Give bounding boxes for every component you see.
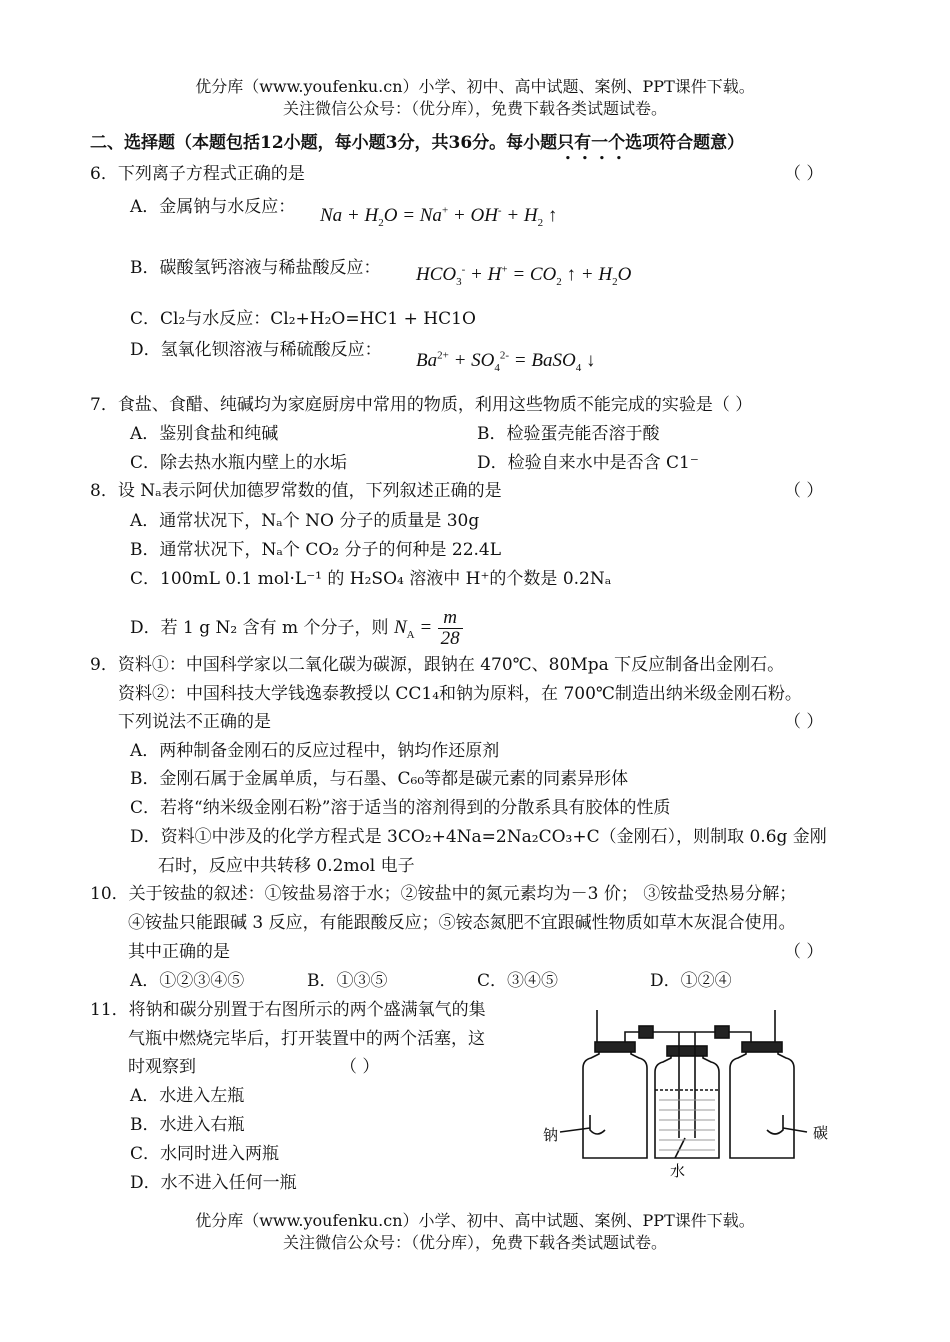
water-label: 水 [670, 1162, 686, 1180]
fraction-numerator: m [438, 608, 463, 629]
carbon-label: 碳 [813, 1124, 829, 1142]
q9-option-d-line-2: 石时，反应中共转移 0.2mol 电子 [158, 856, 415, 876]
emph-char: 一 [591, 133, 609, 153]
q11-option-d: D．水不进入任何一瓶 [130, 1173, 297, 1193]
q9-option-a: A．两种制备金刚石的反应过程中，钠均作还原剂 [130, 741, 500, 761]
left-valve [639, 1026, 653, 1038]
q8-option-d [130, 608, 463, 649]
q9-option-c: C．若将“纳米级金刚石粉”溶于适当的溶剂得到的分散系具有胶体的性质 [130, 798, 671, 818]
emph-char: 个 [608, 133, 626, 153]
q11-line-1: 11．将钠和碳分别置于右图所示的两个盛满氧气的集 [90, 1000, 486, 1020]
left-outlet-tube [625, 1032, 695, 1042]
right-bottle [730, 1046, 794, 1158]
emph-char: 只 [557, 133, 575, 153]
q10-option-d: D．①②④ [650, 971, 732, 991]
q9-line-1: 9．资料①：中国科学家以二氧化碳为碳源，跟钠在 470℃、80Mpa 下反应制备出金刚石。 [90, 655, 785, 675]
right-valve [715, 1026, 729, 1038]
q6-option-b: B．碳酸氢钙溶液与稀盐酸反应： [130, 258, 381, 278]
header-line-2: 关注微信公众号：（优分库），免费下载各类试题试卷。 [282, 99, 667, 118]
q9-option-d-line-1: D．资料①中涉及的化学方程式是 3CO₂+4Na=2Na₂CO₃+C（金刚石），则制取 0.6g 金刚 [130, 827, 827, 847]
right-stopper [742, 1042, 782, 1052]
q7-option-c: C．除去热水瓶内壁上的水垢 [130, 453, 348, 473]
q6-option-d: D．氢氧化钡溶液与稀硫酸反应： [130, 340, 382, 360]
left-spoon [590, 1115, 605, 1134]
q7-option-d: D．检验自来水中是否含 C1⁻ [477, 453, 699, 473]
q10-option-c: C．③④⑤ [477, 971, 559, 991]
carbon-label-line [783, 1128, 807, 1132]
section-title [90, 132, 744, 154]
q9-answer-paren[interactable]: （ ） [784, 712, 824, 732]
left-bottle [583, 1046, 647, 1158]
section-title-post: 选项符合题意） [625, 133, 745, 153]
left-stopper [595, 1042, 635, 1052]
q10-option-a: A．①②③④⑤ [130, 971, 245, 991]
q11-option-b: B．水进入右瓶 [130, 1115, 245, 1135]
q10-line-3: 其中正确的是 [128, 942, 230, 962]
q7-stem: 7．食盐、食醋、纯碱均为家庭厨房中常用的物质，利用这些物质不能完成的实验是（ ） [90, 395, 753, 415]
header-line-1: 优分库（www.youfenku.cn）小学、初中、高中试题、案例、PPT课件下载。 [195, 77, 755, 96]
q9-line-3: 下列说法不正确的是 [118, 712, 271, 732]
q8-fraction [438, 608, 463, 649]
q7-option-b: B．检验蛋壳能否溶于酸 [477, 424, 660, 444]
q8-option-b: B．通常状况下，Nₐ个 CO₂ 分子的何种是 22.4L [130, 540, 502, 560]
q10-answer-paren[interactable]: （ ） [784, 942, 824, 962]
q9-option-b: B．金刚石属于金属单质，与石墨、C₆₀等都是碳元素的同素异形体 [130, 769, 629, 789]
sodium-label-line [560, 1128, 590, 1132]
q10-line-1: 10．关于铵盐的叙述：①铵盐易溶于水；②铵盐中的氮元素均为－3 价； ③铵盐受热易分解； [90, 884, 797, 904]
q11-answer-paren[interactable]: （ ） [340, 1057, 380, 1077]
footer-line-1: 优分库（www.youfenku.cn）小学、初中、高中试题、案例、PPT课件下载。 [195, 1211, 755, 1230]
q11-option-c: C．水同时进入两瓶 [130, 1144, 280, 1164]
q7-option-a: A．鉴别食盐和纯碱 [130, 424, 279, 444]
middle-bottle [655, 1050, 719, 1158]
q8-option-a: A．通常状况下，Nₐ个 NO 分子的质量是 30g [130, 511, 480, 531]
q8-stem: 8．设 Nₐ表示阿伏加德罗常数的值，下列叙述正确的是 [90, 481, 502, 501]
fraction-denominator: 28 [440, 628, 460, 649]
water-label-line [675, 1138, 685, 1158]
footer-line-2: 关注微信公众号：（优分库），免费下载各类试题试卷。 [282, 1233, 667, 1252]
q8-option-c: C．100mL 0.1 mol·L⁻¹ 的 H₂SO₄ 溶液中 H⁺的个数是 0.2Nₐ [130, 569, 612, 589]
q11-line-2: 气瓶中燃烧完毕后，打开装置中的两个活塞，这 [128, 1029, 485, 1049]
section-title-pre: 二、选择题（本题包括12小题，每小题3分，共36分。每小题 [90, 133, 558, 153]
q11-line-3: 时观察到 [128, 1057, 196, 1077]
q6-option-a: A．金属钠与水反应： [130, 197, 296, 217]
q6-equation-d: $Ba^{2+} + SO_4^{2-}$ = BaSO$_4$ ↓ [416, 349, 596, 374]
q8-na-symbol: $N_A$ = [393, 617, 433, 641]
right-spoon [767, 1115, 783, 1134]
q6-equation-a: $Na + H_2O = Na^+ + OH^- + H_2$ ↑ [320, 204, 558, 229]
sodium-label: 钠 [543, 1126, 559, 1144]
q6-stem: 6．下列离子方程式正确的是 [90, 164, 305, 184]
q6-option-c: C．Cl₂与水反应：Cl₂+H₂O=HC1 + HC1O [130, 309, 476, 329]
middle-stopper [667, 1046, 707, 1056]
q6-equation-b: $HCO_3^- + H^+ = CO_2$ ↑ + $H_2O$ [416, 263, 632, 288]
q8-option-d-text: D．若 1 g N₂ 含有 m 个分子，则 [130, 618, 389, 638]
q11-option-a: A．水进入左瓶 [130, 1086, 245, 1106]
q10-line-2: ④铵盐只能跟碱 3 反应，有能跟酸反应；⑤铵态氮肥不宜跟碱性物质如草木灰混合使用。 [128, 913, 796, 933]
q8-answer-paren[interactable]: （ ） [784, 481, 824, 501]
q6-answer-paren[interactable]: （ ） [784, 164, 824, 184]
q10-option-b: B．①③⑤ [307, 971, 388, 991]
q9-line-2: 资料②：中国科技大学钱逸泰教授以 CC1₄和钠为原料，在 700℃制造出纳米级金刚石粉。 [118, 684, 802, 704]
emph-char: 有 [574, 133, 592, 153]
gas-bottle-apparatus-diagram [535, 1010, 845, 1185]
